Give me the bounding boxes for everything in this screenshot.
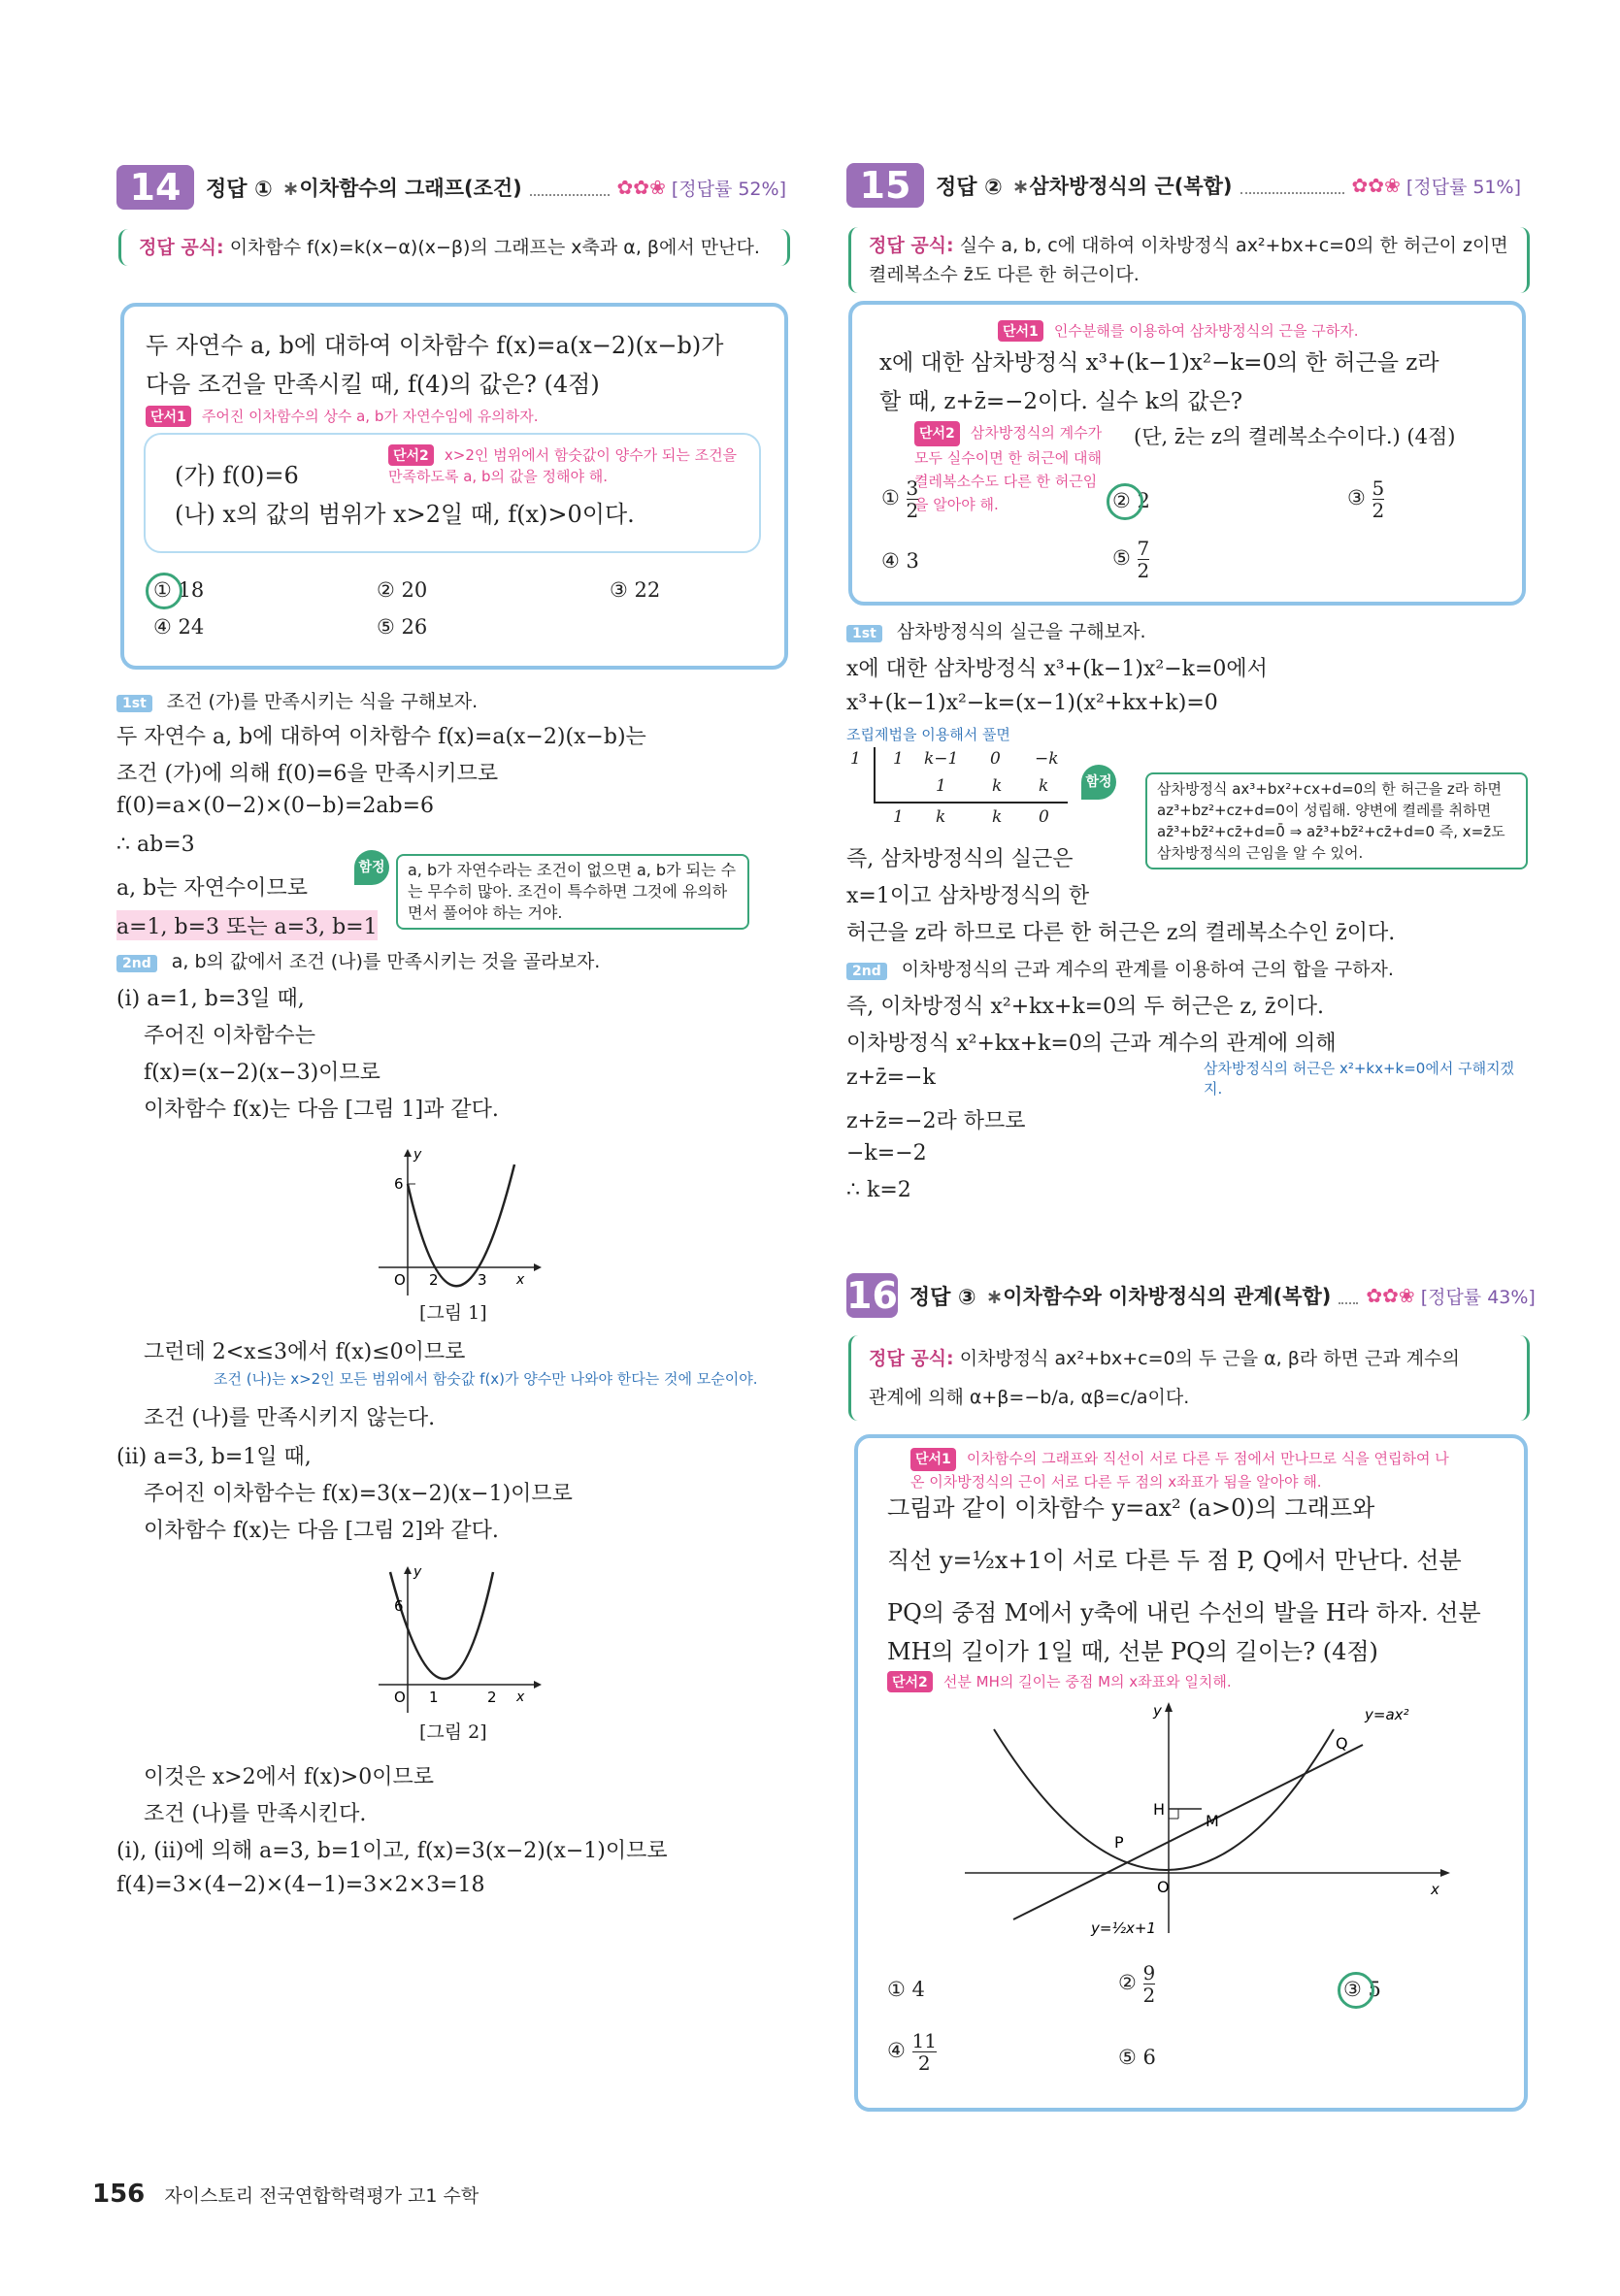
q14-sol-0: 두 자연수 a, b에 대하여 이차함수 f(x)=a(x−2)(x−b)는 (116, 725, 646, 749)
q14-problem-box (120, 303, 788, 670)
q14-hint2-text: x>2인 범위에서 함숫값이 양수가 되는 조건을 만족하도록 a, b의 값을 정해야 해. (388, 446, 738, 485)
q16-number: 16 (846, 1274, 898, 1317)
q16-choice-4-d: 2 (917, 2051, 931, 2075)
q14-formula-label: 정답 공식: (139, 237, 224, 258)
q16-hint2-text: 선분 MH의 길이는 중점 M의 x좌표와 일치해. (942, 1673, 1232, 1690)
q15-choice-3-d: 2 (1372, 499, 1385, 522)
q15-dots (1240, 177, 1344, 194)
q15-choice-2[interactable]: ② 2 (1112, 489, 1150, 512)
q15-note-tag: 함정 (1081, 765, 1116, 800)
q16-graph-m: M (1206, 1812, 1219, 1830)
q15-synth-r2-1: k (992, 776, 1003, 796)
q16-graph-line: y=½x+1 (1091, 1919, 1156, 1937)
q14-hint1-text: 주어진 이차함수의 상수 a, b가 자연수임에 유의하자. (201, 408, 539, 425)
q14-hint1 (146, 406, 539, 427)
q14-sol-1: 조건 (가)에 의해 f(0)=6을 만족시키므로 (116, 762, 499, 786)
q14-step1-title: 조건 (가)를 만족시키는 식을 구해보자. (166, 691, 479, 712)
q16-hint2 (887, 1671, 1232, 1692)
q15-synth-r3-2: k (992, 807, 1003, 827)
q16-choice-4-num: ④ (887, 2039, 906, 2062)
q15-choice-1-n: 3 (906, 476, 919, 500)
q14-condition-box (144, 433, 761, 553)
q16-graph (955, 1690, 1460, 1943)
q14-case1-2: f(x)=(x−2)(x−3)이므로 (144, 1061, 380, 1085)
q16-formula (848, 1335, 1530, 1421)
q14-case2-1: 주어진 이차함수는 f(x)=3(x−2)(x−1)이므로 (144, 1482, 573, 1506)
q15-sol1-1: x³+(k−1)x²−k=(x−1)(x²+kx+k)=0 (846, 691, 1218, 715)
q16-graph-h: H (1153, 1800, 1166, 1819)
q15-answer: 정답 ② (936, 175, 1003, 200)
q15-step1-title: 삼차방정식의 실근을 구해보자. (896, 621, 1146, 642)
q14-case2-2: 이차함수 f(x)는 다음 [그림 2]와 같다. (144, 1519, 499, 1543)
q15-step2-tag: 2nd (846, 963, 887, 980)
q16-graph-y: y (1153, 1702, 1162, 1720)
q15-sol3-1: 이차방정식 x²+kx+k=0의 근과 계수의 관계에 의해 (846, 1032, 1337, 1056)
q14-sol-3: ∴ ab=3 (116, 833, 195, 857)
q15-synth-r3-3: 0 (1039, 807, 1049, 827)
q15-formula-text: 실수 a, b, c에 대하여 이차방정식 ax²+bx+c=0의 한 허근이 z이면 켤레복소수 z̄도 다른 한 허근이다. (869, 235, 1508, 285)
q14-answer-mark (146, 573, 182, 609)
q15-synth-r1-0: 1 (850, 749, 861, 769)
q14-fig1-o: O (394, 1271, 406, 1289)
q16-answer-mark (1338, 1972, 1374, 2009)
q15-step1-tag: 1st (846, 625, 882, 642)
q15-sol3-0: 즉, 이차방정식 x²+kx+k=0의 두 허근은 z, z̄이다. (846, 995, 1324, 1019)
q14-fig1-two: 2 (429, 1271, 439, 1289)
q14-fig1-three: 3 (478, 1271, 487, 1289)
q16-problem-box (854, 1434, 1528, 2112)
q14-step2-title: a, b의 값에서 조건 (나)를 만족시키는 것을 골라보자. (171, 951, 601, 972)
q14-note-text: a, b가 자연수라는 조건이 없으면 a, b가 되는 수는 무수히 많아. 조건이 특수하면 그것에 유의하면서 풀어야 하는 거야. (408, 861, 737, 922)
q15-synth-r1-3: 0 (990, 749, 1001, 769)
q14-choice-5[interactable]: ⑤ 26 (377, 615, 428, 639)
q16-problem-line2: 직선 y=½x+1이 서로 다른 두 점 P, Q에서 만난다. 선분 (887, 1547, 1462, 1574)
q14-sol-5: a=1, b=3 또는 a=3, b=1 (116, 910, 378, 940)
q16-formula-text2: 관계에 의해 α+β=−b/a, αβ=c/a이다. (869, 1387, 1190, 1408)
q16-problem-line3: PQ의 중점 M에서 y축에 내린 수선의 발을 H라 하자. 선분 (887, 1599, 1481, 1626)
q15-answer-mark (1107, 483, 1143, 520)
q14-figure1 (369, 1145, 544, 1300)
q14-cond1: (가) f(0)=6 (175, 462, 299, 489)
q15-sol3-note: 삼차방정식의 허근은 x²+kx+k=0에서 구해지겠지. (1204, 1060, 1515, 1098)
q15-choice-1-frac (907, 477, 919, 521)
q14-case2b-0: 이것은 x>2에서 f(x)>0이므로 (144, 1765, 434, 1789)
q16-hint1-tag: 단서1 (910, 1448, 956, 1471)
q14-choice-2[interactable]: ② 20 (377, 578, 428, 602)
q15-formula (848, 227, 1530, 293)
q14-hint2-tag: 단서2 (388, 444, 434, 466)
q16-choice-1[interactable]: ① 4 (887, 1978, 925, 2001)
q15-sol2-1: x=1이고 삼차방정식의 한 (846, 884, 1090, 908)
q16-choice-4-n: 11 (911, 2029, 937, 2052)
q15-synth-r1-1: 1 (893, 749, 904, 769)
q16-topic: ∗ 이차함수와 이차방정식의 관계(복합) (986, 1281, 1332, 1310)
q14-sol-2: f(0)=a×(0−2)×(0−b)=2ab=6 (116, 794, 435, 818)
q14-case2b-1: 조건 (나)를 만족시킨다. (144, 1802, 367, 1826)
q16-choice-4-frac (912, 2030, 937, 2074)
q15-topic: ∗ 삼차방정식의 근(복합) (1012, 171, 1233, 200)
q15-choice-5-num: ⑤ (1112, 546, 1131, 570)
q15-sol2-2: 허근을 z라 하므로 다른 한 허근은 z의 켤레복소수인 z̄이다. (846, 921, 1396, 945)
q15-choice-3[interactable] (1347, 477, 1384, 521)
book-title: 자이스토리 전국연합학력평가 고1 수학 (164, 2185, 479, 2207)
q16-header (846, 1273, 1536, 1318)
q14-fig2-x: x (516, 1689, 525, 1705)
q15-step1 (846, 617, 1146, 643)
q16-choice-2-n: 9 (1142, 1961, 1156, 1984)
q15-hint1-tag: 단서1 (998, 320, 1043, 342)
q14-final-0: (ⅰ), (ⅱ)에 의해 a=3, b=1이고, f(x)=3(x−2)(x−1)이므로 (116, 1839, 668, 1863)
q15-sol2-0: 즉, 삼차방정식의 실근은 (846, 847, 1074, 871)
q15-choice-3-num: ③ (1347, 486, 1366, 509)
q15-choice-4[interactable]: ④ 3 (881, 549, 919, 573)
q15-synth-r1-2: k−1 (924, 749, 959, 769)
q14-formula-text: 이차함수 f(x)=k(x−α)(x−β)의 그래프는 x축과 α, β에서 만난다. (229, 237, 760, 258)
q16-hint1 (910, 1448, 1454, 1492)
q15-synth-r2-0: 1 (936, 776, 946, 796)
q15-sol3-3: z+z̄=−2라 하므로 (846, 1109, 1026, 1133)
q15-choice-5-frac (1138, 538, 1150, 581)
q14-fig2-o: O (394, 1689, 406, 1706)
q14-choice-3[interactable]: ③ 22 (610, 578, 661, 602)
q16-graph-o: O (1157, 1878, 1170, 1896)
q15-hint2-text: 삼차방정식의 계수가 모두 실수이면 한 허근에 대해 켤레복소수도 다른 한 허근임을 알아야 해. (914, 424, 1103, 513)
q14-case2-0: (ⅱ) a=3, b=1일 때, (116, 1445, 312, 1469)
q16-choice-2-num: ② (1118, 1971, 1137, 1994)
q14-fig2-two: 2 (487, 1689, 497, 1706)
q14-topic: ∗ 이차함수의 그래프(조건) (282, 173, 522, 202)
q14-fig2-six: 6 (394, 1597, 404, 1615)
q16-formula-line1 (869, 1339, 1509, 1378)
q16-formula-label: 정답 공식: (869, 1348, 954, 1369)
q14-final-1: f(4)=3×(4−2)×(4−1)=3×2×3=18 (116, 1873, 485, 1897)
q14-fig1-y: y (413, 1147, 422, 1163)
q14-step1 (116, 687, 478, 713)
q14-fig2-caption: [그림 2] (419, 1722, 487, 1743)
q15-problem-box (848, 301, 1526, 606)
q15-sol3-2: z+z̄=−k (846, 1066, 936, 1090)
q15-header (846, 163, 1521, 208)
q16-answer: 정답 ③ (909, 1285, 976, 1310)
q16-graph-x: x (1431, 1881, 1439, 1898)
q16-graph-q: Q (1336, 1734, 1348, 1753)
q15-choice-5-n: 7 (1137, 537, 1150, 560)
q14-formula (118, 229, 790, 266)
q14-note-tag: 함정 (354, 850, 389, 885)
q14-fig2-y: y (413, 1564, 422, 1580)
q14-sol-4: a, b는 자연수이므로 (116, 876, 308, 901)
q15-synth-r3-1: k (936, 807, 946, 827)
q14-hint1-tag: 단서1 (146, 406, 191, 427)
q14-number: 14 (116, 165, 194, 210)
q16-choice-2-frac (1143, 1962, 1156, 2006)
q14-choice-4[interactable]: ④ 24 (153, 615, 205, 639)
q15-synth-r1-4: −k (1035, 749, 1059, 769)
q14-choice-1[interactable]: ① 18 (153, 578, 205, 602)
q16-choice-4[interactable] (887, 2030, 937, 2074)
q15-synth-r3-0: 1 (893, 807, 904, 827)
q14-case1b: 그런데 2<x≤3에서 f(x)≤0이므로 (144, 1340, 466, 1364)
q15-choice-1[interactable] (881, 477, 918, 521)
q15-hint1 (998, 320, 1359, 342)
q15-rate: [정답률 51%] (1405, 176, 1521, 198)
q14-step1-tag: 1st (116, 695, 152, 712)
q15-synthetic-division (846, 747, 1070, 835)
q14-stars: ✿✿❀ (616, 176, 666, 199)
q14-fig1-x: x (516, 1272, 525, 1288)
q15-problem-line1: x에 대한 삼차방정식 x³+(k−1)x²−k=0의 한 허근을 z라 (879, 350, 1439, 376)
q14-fig1-caption: [그림 1] (419, 1302, 487, 1324)
page-number: 156 (92, 2180, 146, 2209)
q16-hint1-text: 이차함수의 그래프와 직선이 서로 다른 두 점에서 만나므로 식을 연립하여 나온 이차방정식의 근이 서로 다른 두 점의 x좌표가 됨을 알아야 해. (910, 1450, 1449, 1491)
q14-case1-0: (ⅰ) a=1, b=3일 때, (116, 987, 305, 1011)
q16-graph-p: P (1114, 1833, 1124, 1852)
q15-choice-5-d: 2 (1137, 559, 1150, 582)
page-footer (92, 2180, 479, 2209)
q14-cond2: (나) x의 값의 범위가 x>2일 때, f(x)>0이다. (175, 501, 635, 528)
q14-answer: 정답 ① (206, 177, 273, 202)
q15-problem-line3: (단, z̄는 z의 켤레복소수이다.) (4점) (1134, 425, 1456, 448)
q15-note-text: 삼차방정식 ax³+bx²+cx+d=0의 한 허근을 z라 하면 az³+bz²+cz+d=0이 성립해. 양변에 켤레를 취하면 az̄³+bz̄²+cz̄+d=0̄ ⇒ az̄³+bz̄²+cz̄+d=0 즉, x=z̄도 삼차방정식의 근임을 알 수 있어. (1157, 780, 1505, 862)
q16-problem-line1: 그림과 같이 이차함수 y=ax² (a>0)의 그래프와 (887, 1494, 1375, 1522)
q15-choice-1-d: 2 (906, 499, 919, 522)
q15-step2 (846, 955, 1394, 981)
q15-step2-title: 이차방정식의 근과 계수의 관계를 이용하여 근의 합을 구하자. (901, 959, 1394, 980)
q15-choice-5[interactable] (1112, 538, 1149, 581)
q16-graph-curve: y=ax² (1365, 1706, 1409, 1723)
q14-step2-tag: 2nd (116, 955, 157, 972)
q16-choice-2[interactable] (1118, 1962, 1155, 2006)
q15-choice-3-frac (1372, 477, 1385, 521)
q16-rate: [정답률 43%] (1420, 1286, 1536, 1308)
q14-hint2 (388, 444, 747, 486)
q15-hint2-tag: 단서2 (914, 421, 960, 446)
q14-rate: [정답률 52%] (671, 178, 786, 200)
q15-hint2 (914, 421, 1108, 516)
q15-problem-line2: 할 때, z+z̄=−2이다. 실수 k의 값은? (879, 389, 1243, 414)
q15-synth-r2-2: k (1039, 776, 1049, 796)
q14-problem-line2: 다음 조건을 만족시킬 때, f(4)의 값은? (4점) (146, 371, 600, 398)
q15-note-box (1145, 772, 1528, 869)
q14-case1c: 조건 (나)를 만족시키지 않는다. (144, 1406, 436, 1430)
q16-stars: ✿✿❀ (1366, 1284, 1415, 1307)
q16-choice-3[interactable]: ③ 5 (1343, 1978, 1381, 2001)
q16-dots (1339, 1287, 1358, 1304)
q14-dots (530, 179, 610, 196)
q16-choice-2-d: 2 (1142, 1984, 1156, 2007)
q15-choice-3-n: 5 (1372, 476, 1385, 500)
q15-number: 15 (846, 163, 924, 208)
q16-hint2-tag: 단서2 (887, 1671, 933, 1692)
q14-problem-line1: 두 자연수 a, b에 대하여 이차함수 f(x)=a(x−2)(x−b)가 (146, 332, 724, 359)
q14-fig1-six: 6 (394, 1175, 404, 1193)
q16-problem-line4: MH의 길이가 1일 때, 선분 PQ의 길이는? (4점) (887, 1638, 1378, 1665)
q15-synth-label: 조립제법을 이용해서 풀면 (846, 726, 1010, 743)
q14-note-box (396, 854, 749, 930)
q16-formula-text1: 이차방정식 ax²+bx+c=0의 두 근을 α, β라 하면 근과 계수의 (959, 1348, 1460, 1369)
q14-step2 (116, 947, 600, 973)
q14-figure2 (369, 1562, 544, 1718)
q15-sol1-0: x에 대한 삼차방정식 x³+(k−1)x²−k=0에서 (846, 657, 1268, 681)
q15-hint1-text: 인수분해를 이용하여 삼차방정식의 근을 구하자. (1053, 322, 1359, 340)
q15-sol3-4: −k=−2 (846, 1141, 927, 1165)
q14-case1-1: 주어진 이차함수는 (144, 1024, 316, 1048)
q15-choice-1-num: ① (881, 486, 900, 509)
q14-fig2-one: 1 (429, 1689, 439, 1706)
q14-header (116, 165, 786, 210)
q15-formula-label: 정답 공식: (869, 235, 954, 256)
q14-case1-note: 조건 (나)는 x>2인 모든 범위에서 함숫값 f(x)가 양수만 나와야 한다는 것에 모순이야. (214, 1370, 758, 1388)
q15-sol3-5: ∴ k=2 (846, 1178, 911, 1202)
q16-choice-5[interactable]: ⑤ 6 (1118, 2046, 1156, 2069)
q15-stars: ✿✿❀ (1351, 174, 1401, 197)
q14-case1-3: 이차함수 f(x)는 다음 [그림 1]과 같다. (144, 1098, 499, 1122)
